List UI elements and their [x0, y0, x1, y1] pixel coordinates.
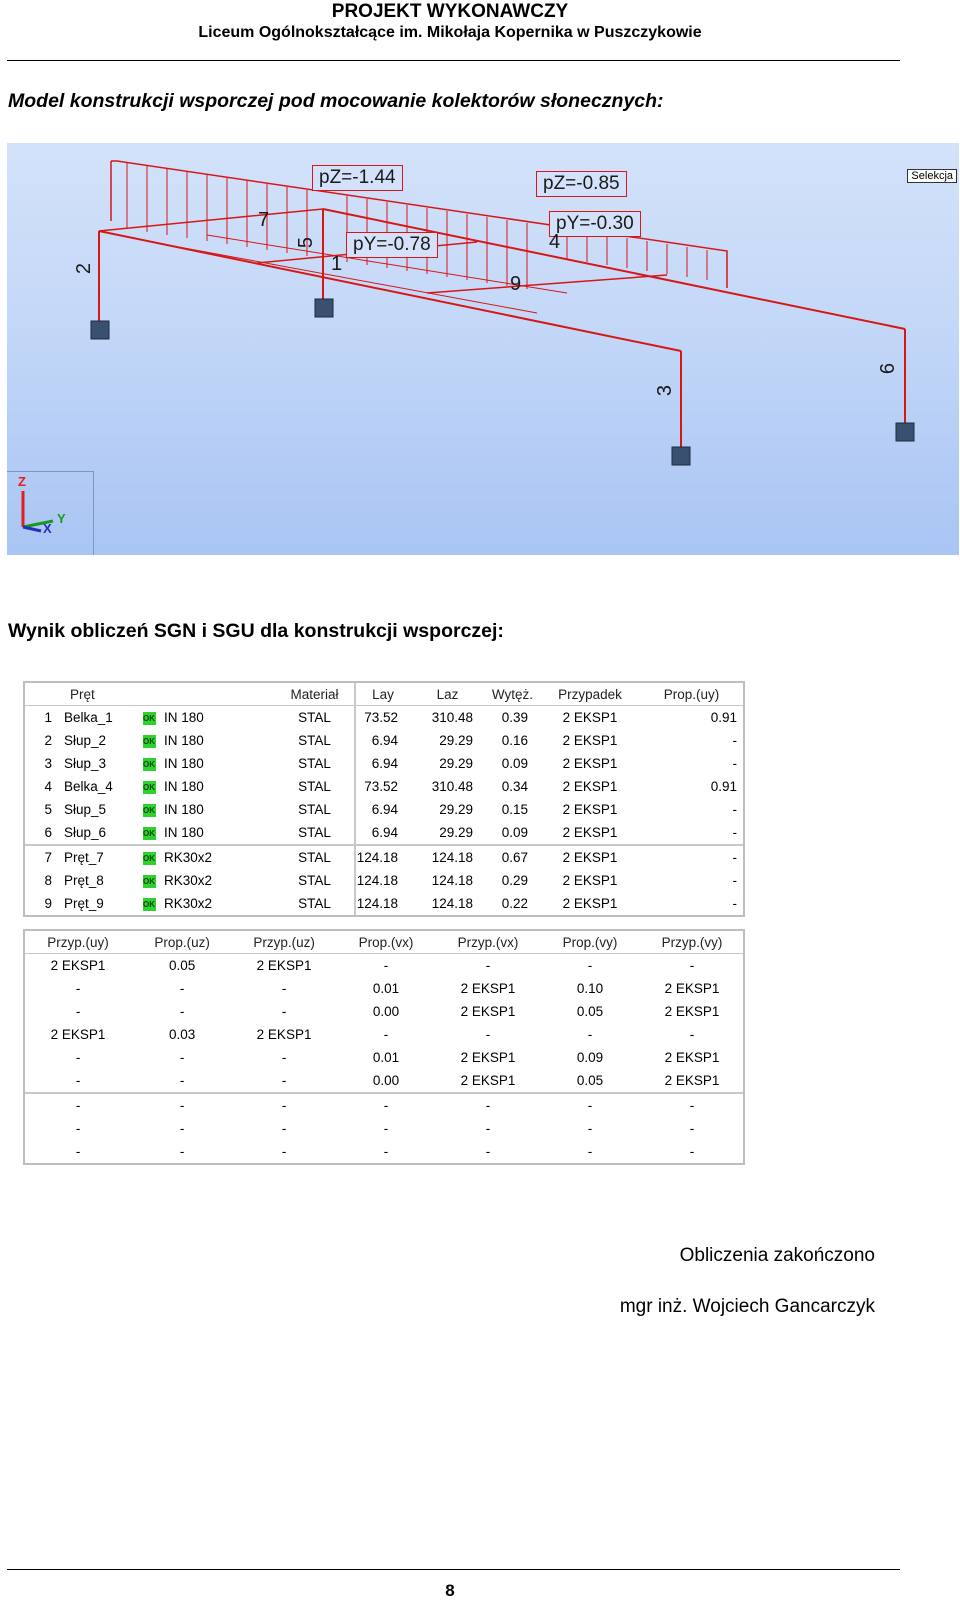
header-przyp-vx: Przyp.(vx) — [437, 931, 539, 954]
ok-status-icon: OK — [143, 876, 155, 886]
section-cell: IN 180 — [164, 710, 204, 725]
header-case: Przypadek — [540, 683, 640, 706]
section-title-results: Wynik obliczeń SGN i SGU dla konstrukcji wsporczej: — [8, 620, 504, 642]
table-2-cell: - — [383, 1027, 389, 1042]
ok-status-icon: OK — [143, 759, 155, 769]
lay-cell: 6.94 — [371, 802, 398, 817]
table-2-cell: - — [179, 981, 185, 996]
lay-cell: 124.18 — [356, 873, 398, 888]
table-2-cell: - — [383, 1144, 389, 1159]
table-row[interactable] — [25, 954, 743, 978]
table-2-cell: 0.09 — [576, 1050, 604, 1065]
ratio-cell: 0.16 — [501, 733, 528, 748]
ok-cell — [138, 775, 160, 798]
table-2-cell: - — [281, 1073, 287, 1088]
footer-divider — [7, 1569, 900, 1570]
case-cell: 2 EKSP1 — [562, 873, 618, 888]
prop-uy-cell: 0.91 — [710, 710, 737, 725]
table-2-cell: - — [75, 1050, 81, 1065]
case-cell: 2 EKSP1 — [540, 845, 640, 869]
member-label-9: 9 — [510, 273, 522, 295]
case-cell: 2 EKSP1 — [562, 710, 618, 725]
lay-cell: 124.18 — [356, 896, 398, 911]
section-title-model: Model konstrukcji wsporczej pod mocowanie kolektorów słonecznych: — [8, 90, 664, 112]
axis-y-label: Y — [57, 511, 66, 526]
material-cell: STAL — [275, 706, 355, 730]
load-label-py1: pY=-0.78 — [346, 232, 438, 258]
table-row[interactable] — [25, 892, 743, 915]
section-cell: RK30x2 — [160, 845, 275, 869]
table-2-cell: 0.10 — [576, 981, 604, 996]
table-2-cell: - — [485, 958, 491, 973]
section-cell: IN 180 — [164, 733, 204, 748]
header-prop-vx: Prop.(vx) — [335, 931, 437, 954]
table-row[interactable] — [25, 821, 743, 845]
table-row[interactable] — [25, 1069, 743, 1093]
table-row[interactable] — [25, 706, 743, 730]
table-2-header-row — [25, 931, 743, 954]
ok-status-icon: OK — [143, 853, 155, 863]
table-2-cell: - — [233, 1093, 335, 1117]
laz-cell: 310.48 — [431, 779, 473, 794]
member-number-cell: 8 — [44, 873, 52, 888]
header-material: Materiał — [275, 683, 355, 706]
member-number-cell: 5 — [44, 802, 52, 817]
table-2-cell: - — [383, 958, 389, 973]
ok-cell — [138, 892, 160, 915]
case-cell: 2 EKSP1 — [562, 756, 618, 771]
ok-status-icon: OK — [143, 805, 155, 815]
ratio-cell: 0.29 — [501, 873, 528, 888]
prop-uy-cell: - — [732, 896, 737, 911]
header-pret: Pręt — [25, 683, 275, 706]
table-row[interactable] — [25, 1023, 743, 1046]
table-2-cell: - — [641, 1093, 743, 1117]
table-row[interactable] — [25, 1093, 743, 1117]
table-2-cell: - — [689, 958, 695, 973]
member-name-cell: Belka_1 — [64, 710, 113, 725]
section-cell: IN 180 — [164, 756, 204, 771]
axis-z-label: Z — [18, 474, 26, 489]
header-przyp-vy: Przyp.(vy) — [641, 931, 743, 954]
ok-status-icon: OK — [143, 828, 155, 838]
table-row[interactable] — [25, 845, 743, 869]
support-6 — [896, 423, 914, 441]
prop-uy-cell: - — [640, 845, 743, 869]
results-table-1-grid — [25, 683, 743, 915]
table-2-cell: 0.00 — [372, 1073, 400, 1088]
member-name-cell: Słup_3 — [64, 756, 107, 771]
lay-cell: 124.18 — [355, 845, 410, 869]
table-2-cell: - — [689, 1121, 695, 1136]
member-name-cell: Pręt_7 — [60, 845, 138, 869]
member-name-cell: Słup_6 — [64, 825, 107, 840]
table-2-cell: 2 EKSP1 — [50, 958, 106, 973]
table-2-cell: - — [281, 1050, 287, 1065]
purlin-7 — [99, 209, 323, 231]
ok-cell — [138, 752, 160, 775]
material-cell: STAL — [275, 729, 355, 752]
ratio-cell: 0.09 — [501, 825, 528, 840]
laz-cell: 29.29 — [439, 756, 473, 771]
table-2-cell: - — [281, 1121, 287, 1136]
prop-uy-cell: - — [732, 802, 737, 817]
support-3 — [672, 447, 690, 465]
table-row[interactable] — [25, 775, 743, 798]
member-name-cell: Belka_4 — [64, 779, 113, 794]
table-2-cell: 0.03 — [168, 1027, 196, 1042]
ratio-cell: 0.67 — [485, 845, 540, 869]
table-2-cell: - — [587, 1027, 593, 1042]
ok-cell — [138, 729, 160, 752]
prop-uy-cell: - — [732, 733, 737, 748]
ok-status-icon: OK — [143, 899, 155, 909]
results-table-2 — [23, 929, 745, 1165]
laz-cell: 29.29 — [439, 733, 473, 748]
table-2-cell: 2 EKSP1 — [664, 981, 720, 996]
material-cell: STAL — [275, 752, 355, 775]
table-2-cell: - — [179, 1050, 185, 1065]
case-cell: 2 EKSP1 — [562, 896, 618, 911]
table-2-cell: - — [179, 1121, 185, 1136]
header-przyp-uz: Przyp.(uz) — [233, 931, 335, 954]
table-2-cell: - — [689, 1144, 695, 1159]
ok-status-icon: OK — [143, 782, 155, 792]
table-2-cell: - — [179, 1144, 185, 1159]
material-cell: STAL — [275, 869, 355, 892]
ratio-cell: 0.34 — [501, 779, 528, 794]
member-name-cell: Pręt_9 — [64, 896, 104, 911]
results-table-2-grid — [25, 931, 743, 1163]
table-2-cell: - — [437, 1093, 539, 1117]
signature-text: mgr inż. Wojciech Gancarczyk — [619, 1296, 875, 1317]
laz-cell: 124.18 — [431, 873, 473, 888]
table-2-cell: - — [25, 1093, 131, 1117]
table-2-cell: - — [75, 1004, 81, 1019]
table-2-cell: 0.05 — [168, 958, 196, 973]
table-2-cell: - — [485, 1144, 491, 1159]
ok-cell — [138, 821, 160, 845]
case-cell: 2 EKSP1 — [562, 825, 618, 840]
header-przyp-uy: Przyp.(uy) — [25, 931, 131, 954]
table-2-cell: 2 EKSP1 — [256, 1027, 312, 1042]
header-laz: Laz — [410, 683, 485, 706]
laz-cell: 310.48 — [431, 710, 473, 725]
material-cell: STAL — [275, 892, 355, 915]
table-2-cell: - — [75, 1121, 81, 1136]
table-2-cell: 2 EKSP1 — [460, 981, 516, 996]
table-2-cell: - — [689, 1027, 695, 1042]
section-cell: RK30x2 — [164, 896, 213, 911]
load-label-pz2: pZ=-0.85 — [536, 171, 627, 197]
table-2-cell: 0.01 — [372, 981, 400, 996]
ok-status-icon: OK — [143, 736, 155, 746]
lay-cell: 6.94 — [371, 756, 398, 771]
load-label-pz1: pZ=-1.44 — [312, 165, 403, 191]
lay-cell: 73.52 — [364, 710, 398, 725]
member-name-cell: Słup_2 — [64, 733, 107, 748]
header-prop-uy: Prop.(uy) — [640, 683, 743, 706]
table-2-cell: - — [131, 1093, 233, 1117]
page-number: 8 — [445, 1581, 455, 1600]
ok-cell — [138, 798, 160, 821]
material-cell: STAL — [275, 821, 355, 845]
ratio-cell: 0.39 — [501, 710, 528, 725]
section-cell: IN 180 — [164, 825, 204, 840]
table-2-cell: 2 EKSP1 — [460, 1004, 516, 1019]
member-label-2: 2 — [73, 262, 96, 275]
document-title: PROJEKT WYKONAWCZY — [331, 1, 569, 22]
member-label-5: 5 — [295, 236, 318, 249]
laz-cell: 29.29 — [439, 802, 473, 817]
table-2-cell: - — [383, 1121, 389, 1136]
document-subtitle: Liceum Ogólnokształcące im. Mikołaja Kopernika w Puszczykowie — [198, 24, 702, 41]
selection-button[interactable]: Selekcja — [907, 169, 957, 183]
lay-cell: 73.52 — [364, 779, 398, 794]
ok-cell — [138, 706, 160, 730]
member-name-cell: Słup_5 — [64, 802, 107, 817]
table-2-cell: 2 EKSP1 — [460, 1073, 516, 1088]
table-2-cell: 0.00 — [372, 1004, 400, 1019]
conclusion-text: Obliczenia zakończono — [679, 1245, 875, 1266]
laz-cell: 29.29 — [439, 825, 473, 840]
ratio-cell: 0.09 — [501, 756, 528, 771]
header-prop-vy: Prop.(vy) — [539, 931, 641, 954]
material-cell: STAL — [275, 775, 355, 798]
ok-cell — [138, 869, 160, 892]
laz-cell: 124.18 — [410, 845, 485, 869]
ok-cell — [138, 845, 160, 869]
purlin-9 — [427, 275, 667, 293]
table-2-cell: - — [179, 1073, 185, 1088]
table-2-cell: 2 EKSP1 — [664, 1073, 720, 1088]
table-2-cell: 2 EKSP1 — [256, 958, 312, 973]
prop-uy-cell: - — [732, 756, 737, 771]
laz-cell: 124.18 — [431, 896, 473, 911]
table-1-header-row — [25, 683, 743, 706]
prop-uy-cell: 0.91 — [710, 779, 737, 794]
table-row[interactable] — [25, 869, 743, 892]
table-row[interactable] — [25, 729, 743, 752]
member-label-4: 4 — [549, 231, 561, 253]
table-2-cell: 2 EKSP1 — [664, 1004, 720, 1019]
section-cell: IN 180 — [164, 779, 204, 794]
header-divider — [7, 60, 900, 61]
table-2-cell: - — [281, 1004, 287, 1019]
table-2-cell: 2 EKSP1 — [460, 1050, 516, 1065]
support-2 — [91, 321, 109, 339]
load-label-py2: pY=-0.30 — [549, 211, 641, 237]
table-2-cell: - — [281, 981, 287, 996]
table-2-cell: 2 EKSP1 — [664, 1050, 720, 1065]
member-number-cell: 7 — [25, 845, 60, 869]
member-name-cell: Pręt_8 — [64, 873, 104, 888]
table-2-cell: - — [587, 958, 593, 973]
member-label-3: 3 — [654, 384, 677, 397]
table-2-cell: - — [335, 1093, 437, 1117]
member-number-cell: 2 — [44, 733, 52, 748]
header-lay: Lay — [355, 683, 410, 706]
case-cell: 2 EKSP1 — [562, 802, 618, 817]
prop-uy-cell: - — [732, 873, 737, 888]
table-2-cell: 0.01 — [372, 1050, 400, 1065]
member-number-cell: 1 — [44, 710, 52, 725]
member-label-1: 1 — [331, 253, 343, 275]
member-number-cell: 4 — [44, 779, 52, 794]
table-2-cell: - — [539, 1093, 641, 1117]
table-row[interactable] — [25, 977, 743, 1000]
table-row[interactable] — [25, 1117, 743, 1140]
table-2-cell: - — [281, 1144, 287, 1159]
member-label-7: 7 — [258, 209, 270, 231]
lay-cell: 6.94 — [371, 825, 398, 840]
table-2-cell: - — [485, 1027, 491, 1042]
ok-status-icon: OK — [143, 713, 155, 723]
table-2-cell: - — [587, 1144, 593, 1159]
lay-cell: 6.94 — [371, 733, 398, 748]
ratio-cell: 0.15 — [501, 802, 528, 817]
section-cell: RK30x2 — [164, 873, 213, 888]
prop-uy-cell: - — [732, 825, 737, 840]
structure-drawing — [7, 143, 959, 555]
page-header — [0, 0, 900, 43]
material-cell: STAL — [275, 845, 355, 869]
table-2-cell: - — [75, 1073, 81, 1088]
case-cell: 2 EKSP1 — [562, 779, 618, 794]
table-row[interactable] — [25, 752, 743, 775]
member-number-cell: 6 — [44, 825, 52, 840]
member-number-cell: 3 — [44, 756, 52, 771]
header-ratio: Wytęż. — [485, 683, 540, 706]
table-2-cell: - — [179, 1004, 185, 1019]
table-2-cell: 0.05 — [576, 1073, 604, 1088]
model-viewport[interactable] — [7, 143, 959, 555]
header-prop-uz: Prop.(uz) — [131, 931, 233, 954]
ratio-cell: 0.22 — [501, 896, 528, 911]
member-label-6: 6 — [877, 362, 900, 375]
table-row[interactable] — [25, 1000, 743, 1023]
table-row[interactable] — [25, 1046, 743, 1069]
results-table-1 — [23, 681, 745, 917]
table-2-cell: - — [587, 1121, 593, 1136]
table-2-cell: - — [485, 1121, 491, 1136]
material-cell: STAL — [275, 798, 355, 821]
table-row[interactable] — [25, 798, 743, 821]
table-2-cell: - — [75, 1144, 81, 1159]
member-number-cell: 9 — [44, 896, 52, 911]
support-5 — [315, 299, 333, 317]
table-2-cell: - — [75, 981, 81, 996]
axis-x-label: X — [43, 521, 52, 536]
case-cell: 2 EKSP1 — [562, 733, 618, 748]
section-cell: IN 180 — [164, 802, 204, 817]
table-2-cell: 2 EKSP1 — [50, 1027, 106, 1042]
table-row[interactable] — [25, 1140, 743, 1163]
table-2-cell: 0.05 — [576, 1004, 604, 1019]
